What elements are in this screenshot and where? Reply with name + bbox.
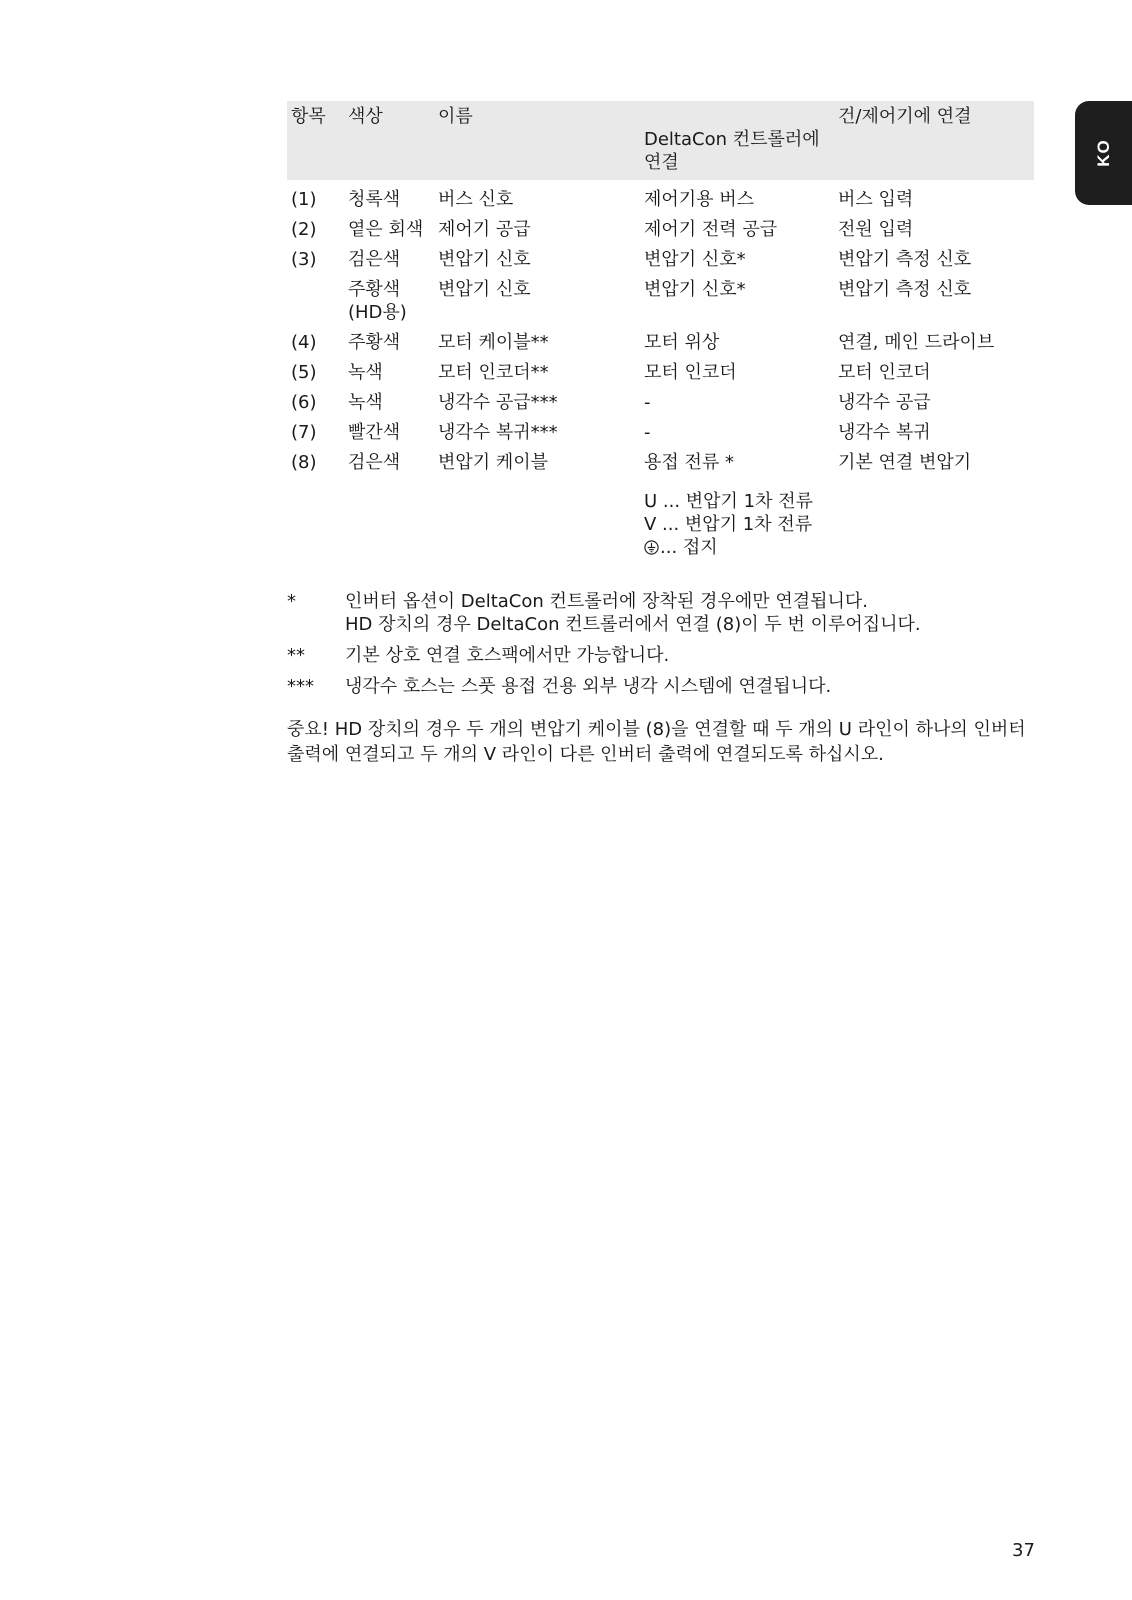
table-row [287,213,1034,243]
cell-name: 냉각수 공급*** [438,392,558,413]
cell-gun: 냉각수 공급 [838,392,931,413]
connection-table [287,101,1034,561]
footnote-line: HD 장치의 경우 DeltaCon 컨트롤러에서 연결 (8)이 두 번 이루어집니다. [345,614,921,635]
language-tab [1075,101,1132,205]
footnote-line: 기본 상호 연결 호스팩에서만 가능합니다. [345,645,670,666]
header-gun-controller: 건/제어기에 연결 [834,101,1034,180]
table-header-row [287,101,1034,180]
cell-name: 변압기 케이블 [438,452,549,473]
cell-name: 냉각수 복귀*** [438,422,558,443]
cell-name: 모터 인코더** [438,362,549,383]
cell-color: 옅은 회색 [348,219,424,240]
footnote [287,675,1047,698]
cell-gun: 변압기 측정 신호 [838,279,972,300]
cell-deltacon: 변압기 신호* [644,249,746,270]
cell-color: 녹색 [348,362,383,383]
header-deltacon: DeltaCon 컨트롤러에 연결 [640,101,834,180]
table-row-pins [287,476,1034,561]
cell-deltacon: - [644,392,651,413]
cell-deltacon: 변압기 신호* [644,279,746,300]
footnote-text [345,644,669,667]
cell-item: (6) [291,392,317,413]
cell-color: 주황색 [348,332,401,353]
table-row [287,416,1034,446]
cell-deltacon: 제어기용 버스 [644,189,755,210]
pin-v-line: V ... 변압기 1차 전류 [644,514,813,535]
pin-ground-text: ... 접지 [660,537,718,558]
cell-gun: 변압기 측정 신호 [838,249,972,270]
cell-name: 버스 신호 [438,189,514,210]
cell-item: (4) [291,332,317,353]
footnote-mark: * [287,591,296,612]
cell-deltacon: - [644,422,651,443]
cell-deltacon: 제어기 전력 공급 [644,219,778,240]
cell-gun: 냉각수 복귀 [838,422,931,443]
pin-legend [640,476,834,561]
header-color: 색상 [344,101,434,180]
footnote [287,644,1047,667]
cell-item: (8) [291,452,317,473]
cell-color: 검은색 [348,452,401,473]
footnote [287,590,1047,636]
pin-ground-line [644,536,834,559]
cell-color: 청록색 [348,189,401,210]
page-number: 37 [1012,1540,1035,1561]
cell-deltacon: 모터 인코더 [644,362,737,383]
cell-gun: 모터 인코더 [838,362,931,383]
cell-color: 주황색 (HD용) [348,279,407,323]
cell-color: 검은색 [348,249,401,270]
cell-item: (1) [291,189,317,210]
table-row [287,243,1034,273]
cell-name: 모터 케이블** [438,332,549,353]
table-row [287,180,1034,213]
table-row [287,273,1034,326]
table-row [287,386,1034,416]
cell-name: 변압기 신호 [438,279,531,300]
header-item: 항목 [287,101,344,180]
cell-gun: 전원 입력 [838,219,914,240]
header-name: 이름 [434,101,640,180]
cell-deltacon: 용접 전류 * [644,452,734,473]
footnote-text [345,675,831,698]
table-row [287,326,1034,356]
cell-item [287,273,344,326]
cell-item: (2) [291,219,317,240]
table-row [287,446,1034,476]
cell-item: (3) [291,249,317,270]
cell-gun: 기본 연결 변압기 [838,452,972,473]
cell-gun: 버스 입력 [838,189,914,210]
footnote-mark: *** [287,676,314,697]
language-tab-label: KO [1093,139,1113,167]
footnote-line: 냉각수 호스는 스풋 용접 건용 외부 냉각 시스템에 연결됩니다. [345,676,832,697]
footnotes [287,590,1047,706]
cell-gun: 연결, 메인 드라이브 [838,332,995,353]
cell-item: (7) [291,422,317,443]
pin-u-line: U ... 변압기 1차 전류 [644,491,814,512]
important-notice: 중요! HD 장치의 경우 두 개의 변압기 케이블 (8)을 연결할 때 두 개의 U 라인이 하나의 인버터 출력에 연결되고 두 개의 V 라인이 다른 인버터 출력에 연결되도록 하십시오. [287,719,1026,765]
ground-icon [644,540,659,555]
table-row [287,356,1034,386]
cell-name: 변압기 신호 [438,249,531,270]
cell-color: 빨간색 [348,422,401,443]
cell-name: 제어기 공급 [438,219,531,240]
cell-color: 녹색 [348,392,383,413]
cell-item: (5) [291,362,317,383]
cell-deltacon: 모터 위상 [644,332,720,353]
footnote-line: 인버터 옵션이 DeltaCon 컨트롤러에 장착된 경우에만 연결됩니다. [345,591,868,612]
footnote-mark: ** [287,645,305,666]
footnote-text [345,590,921,636]
